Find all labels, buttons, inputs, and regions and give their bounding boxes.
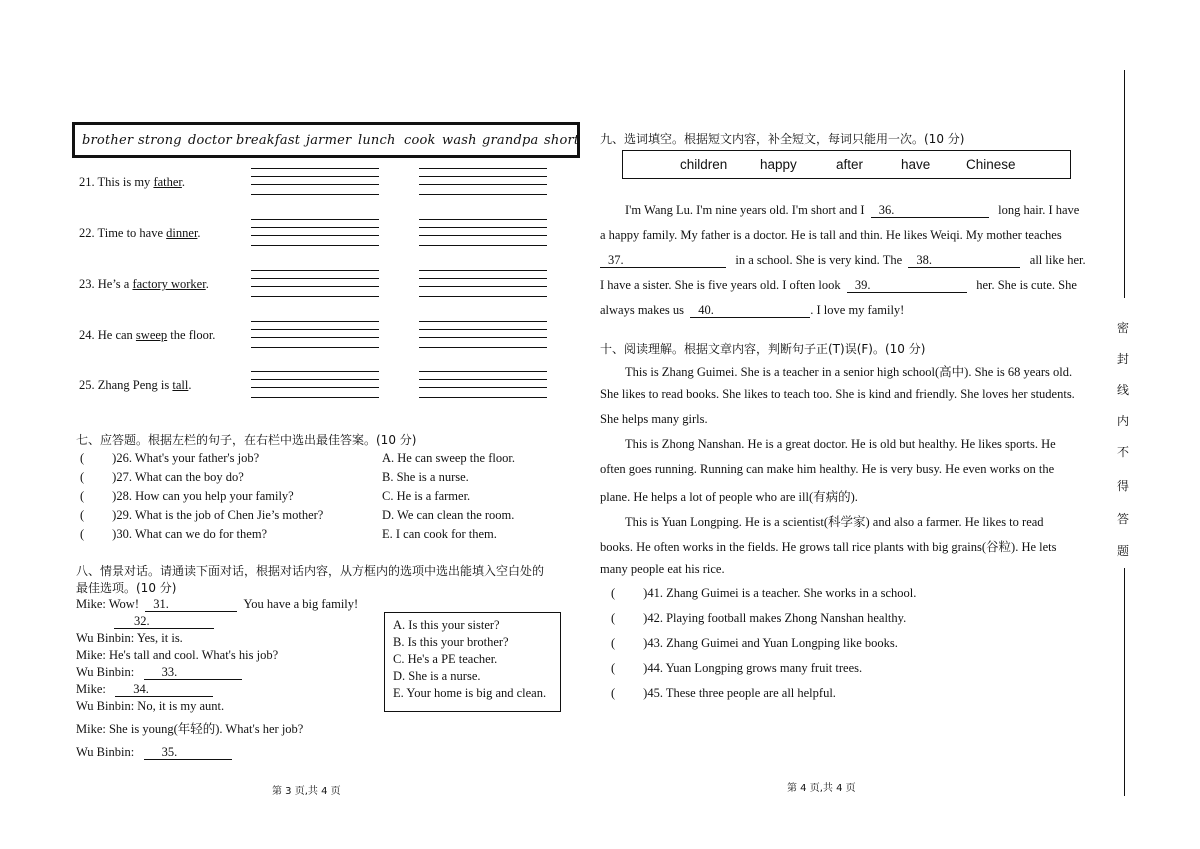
word-bank-item: brother — [82, 133, 134, 148]
blank-38[interactable]: 38. — [908, 253, 1020, 268]
writing-lines[interactable] — [419, 371, 547, 405]
question-45[interactable]: ( )45. These three people are all helpful. — [611, 686, 836, 700]
word-bank-item: children — [680, 157, 728, 172]
dialog-line: Mike: He's tall and cool. What's his job? — [76, 648, 279, 662]
seal-char: 得 — [1117, 479, 1130, 493]
question-29[interactable]: ( )29. What is the job of Chen Jie’s mother? — [80, 508, 324, 522]
writing-lines[interactable] — [251, 219, 379, 253]
writing-lines[interactable] — [419, 219, 547, 253]
question-22: 22. Time to have dinner. — [79, 226, 201, 240]
section-7-title: 七、应答题。根据左栏的句子，在右栏中选出最佳答案。(10 分) — [76, 433, 417, 447]
word-bank-item: cook — [404, 133, 436, 148]
blank-35[interactable]: 35. — [144, 745, 232, 760]
word-bank-item: strong — [138, 133, 182, 148]
binding-line-top — [1124, 70, 1125, 298]
word-bank-item: happy — [760, 157, 797, 172]
word-bank-box — [72, 122, 580, 158]
reading-line: She helps many girls. — [600, 412, 708, 426]
word-bank-box-2 — [622, 150, 1071, 179]
seal-char: 不 — [1117, 445, 1130, 459]
dialog-line: Mike: Wow! 31. You have a big family! — [76, 597, 359, 611]
page-footer-right: 第 4 页,共 4 页 — [787, 783, 856, 794]
writing-lines[interactable] — [251, 321, 379, 355]
reading-line: This is Zhang Guimei. She is a teacher in a senior high school(高中). She is 68 years old. — [625, 365, 1073, 379]
writing-lines[interactable] — [251, 168, 379, 202]
page-footer-left: 第 3 页,共 4 页 — [272, 786, 341, 797]
option-c: C. He's a PE teacher. — [393, 652, 498, 666]
question-25: 25. Zhang Peng is tall. — [79, 378, 192, 392]
answer-a: A. He can sweep the floor. — [382, 451, 515, 465]
question-26[interactable]: ( )26. What's your father's job? — [80, 451, 260, 465]
word-bank-item: doctor — [188, 133, 232, 148]
reading-line: many people eat his rice. — [600, 562, 725, 576]
binding-line-bottom — [1124, 568, 1125, 796]
reading-line: plane. He helps a lot of people who are ill(有病的). — [600, 490, 858, 504]
passage-line: 37. in a school. She is very kind. The 38. all like her. — [600, 253, 1086, 268]
passage-line: I'm Wang Lu. I'm nine years old. I'm short and I 36. long hair. I have — [625, 203, 1080, 217]
seal-char: 题 — [1117, 544, 1130, 558]
section-10-title: 十、阅读理解。根据文章内容，判断句子正(T)误(F)。(10 分) — [600, 342, 926, 356]
reading-line: books. He often works in the fields. He grows tall rice plants with big grains(谷粒). He lets — [600, 540, 1057, 554]
question-42[interactable]: ( )42. Playing football makes Zhong Nanshan healthy. — [611, 611, 907, 625]
seal-char: 密 — [1117, 321, 1130, 335]
reading-line: She likes to read books. She likes to teach too. She is kind and friendly. She loves her students. — [600, 387, 1075, 401]
blank-39[interactable]: 39. — [847, 278, 967, 293]
section-8-title: 八、情景对话。请通读下面对话，根据对话内容，从方框内的选项中选出能填入空白处的 — [76, 564, 545, 578]
option-b: B. Is this your brother? — [393, 635, 509, 649]
blank-34[interactable]: 34. — [115, 682, 213, 697]
option-d: D. She is a nurse. — [393, 669, 481, 683]
word-bank-item: wash — [442, 133, 477, 148]
seal-char: 线 — [1117, 383, 1130, 397]
word-bank-item: breakfast — [236, 133, 301, 148]
word-bank-item: lunch — [358, 133, 396, 148]
question-41[interactable]: ( )41. Zhang Guimei is a teacher. She works in a school. — [611, 586, 917, 600]
dialog-line: Wu Binbin: No, it is my aunt. — [76, 699, 225, 713]
passage-line: a happy family. My father is a doctor. He is tall and thin. He likes Weiqi. My mother teaches — [600, 228, 1062, 242]
blank-37[interactable]: 37. — [600, 253, 726, 268]
writing-lines[interactable] — [419, 270, 547, 304]
reading-line: often goes running. Running can make him healthy. He is very busy. He even works on the — [600, 462, 1055, 476]
word-bank-item: have — [901, 157, 931, 172]
question-23: 23. He’s a factory worker. — [79, 277, 209, 291]
seal-char: 内 — [1117, 414, 1130, 428]
blank-33[interactable]: 33. — [144, 665, 242, 680]
word-bank-item: Chinese — [966, 157, 1016, 172]
option-a: A. Is this your sister? — [393, 618, 500, 632]
reading-line: This is Zhong Nanshan. He is a great doctor. He is old but healthy. He likes sports. He — [625, 437, 1056, 451]
option-e: E. Your home is big and clean. — [393, 686, 547, 700]
question-24: 24. He can sweep the floor. — [79, 328, 216, 342]
blank-32[interactable]: 32. — [114, 614, 214, 629]
question-30[interactable]: ( )30. What can we do for them? — [80, 527, 268, 541]
writing-lines[interactable] — [251, 371, 379, 405]
dialog-line: Wu Binbin: Yes, it is. — [76, 631, 183, 645]
passage-line: always makes us 40. . I love my family! — [600, 303, 905, 317]
dialog-line: Wu Binbin: 33. — [76, 665, 242, 680]
answer-b: B. She is a nurse. — [382, 470, 469, 484]
word-bank-item: grandpa — [482, 133, 539, 148]
dialog-line: Mike: 34. — [76, 682, 213, 697]
blank-40[interactable]: 40. — [690, 303, 810, 318]
writing-lines[interactable] — [419, 168, 547, 202]
seal-char: 答 — [1117, 512, 1130, 526]
question-21: 21. This is my father. — [79, 175, 186, 189]
answer-e: E. I can cook for them. — [382, 527, 497, 541]
blank-31[interactable]: 31. — [145, 597, 237, 612]
question-28[interactable]: ( )28. How can you help your family? — [80, 489, 294, 503]
section-8-title-cont: 最佳选项。(10 分) — [76, 581, 177, 595]
dialog-line: Wu Binbin: 35. — [76, 745, 232, 760]
options-box — [384, 612, 561, 712]
answer-d: D. We can clean the room. — [382, 508, 515, 522]
word-bank-item: short — [544, 133, 580, 148]
passage-line: I have a sister. She is five years old. I often look 39. her. She is cute. She — [600, 278, 1077, 292]
writing-lines[interactable] — [251, 270, 379, 304]
seal-char: 封 — [1117, 352, 1130, 366]
dialog-line — [114, 614, 214, 629]
reading-line: This is Yuan Longping. He is a scientist(科学家) and also a farmer. He likes to read — [625, 515, 1044, 529]
answer-c: C. He is a farmer. — [382, 489, 471, 503]
section-9-title: 九、选词填空。根据短文内容，补全短文，每词只能用一次。(10 分) — [600, 132, 965, 146]
question-44[interactable]: ( )44. Yuan Longping grows many fruit trees. — [611, 661, 863, 675]
word-bank-item: jarmer — [306, 133, 352, 148]
blank-36[interactable]: 36. — [871, 203, 989, 218]
word-bank-item: after — [836, 157, 864, 172]
dialog-line: Mike: She is young(年轻的). What's her job? — [76, 722, 304, 736]
question-43[interactable]: ( )43. Zhang Guimei and Yuan Longping like books. — [611, 636, 898, 650]
writing-lines[interactable] — [419, 321, 547, 355]
question-27[interactable]: ( )27. What can the boy do? — [80, 470, 244, 484]
